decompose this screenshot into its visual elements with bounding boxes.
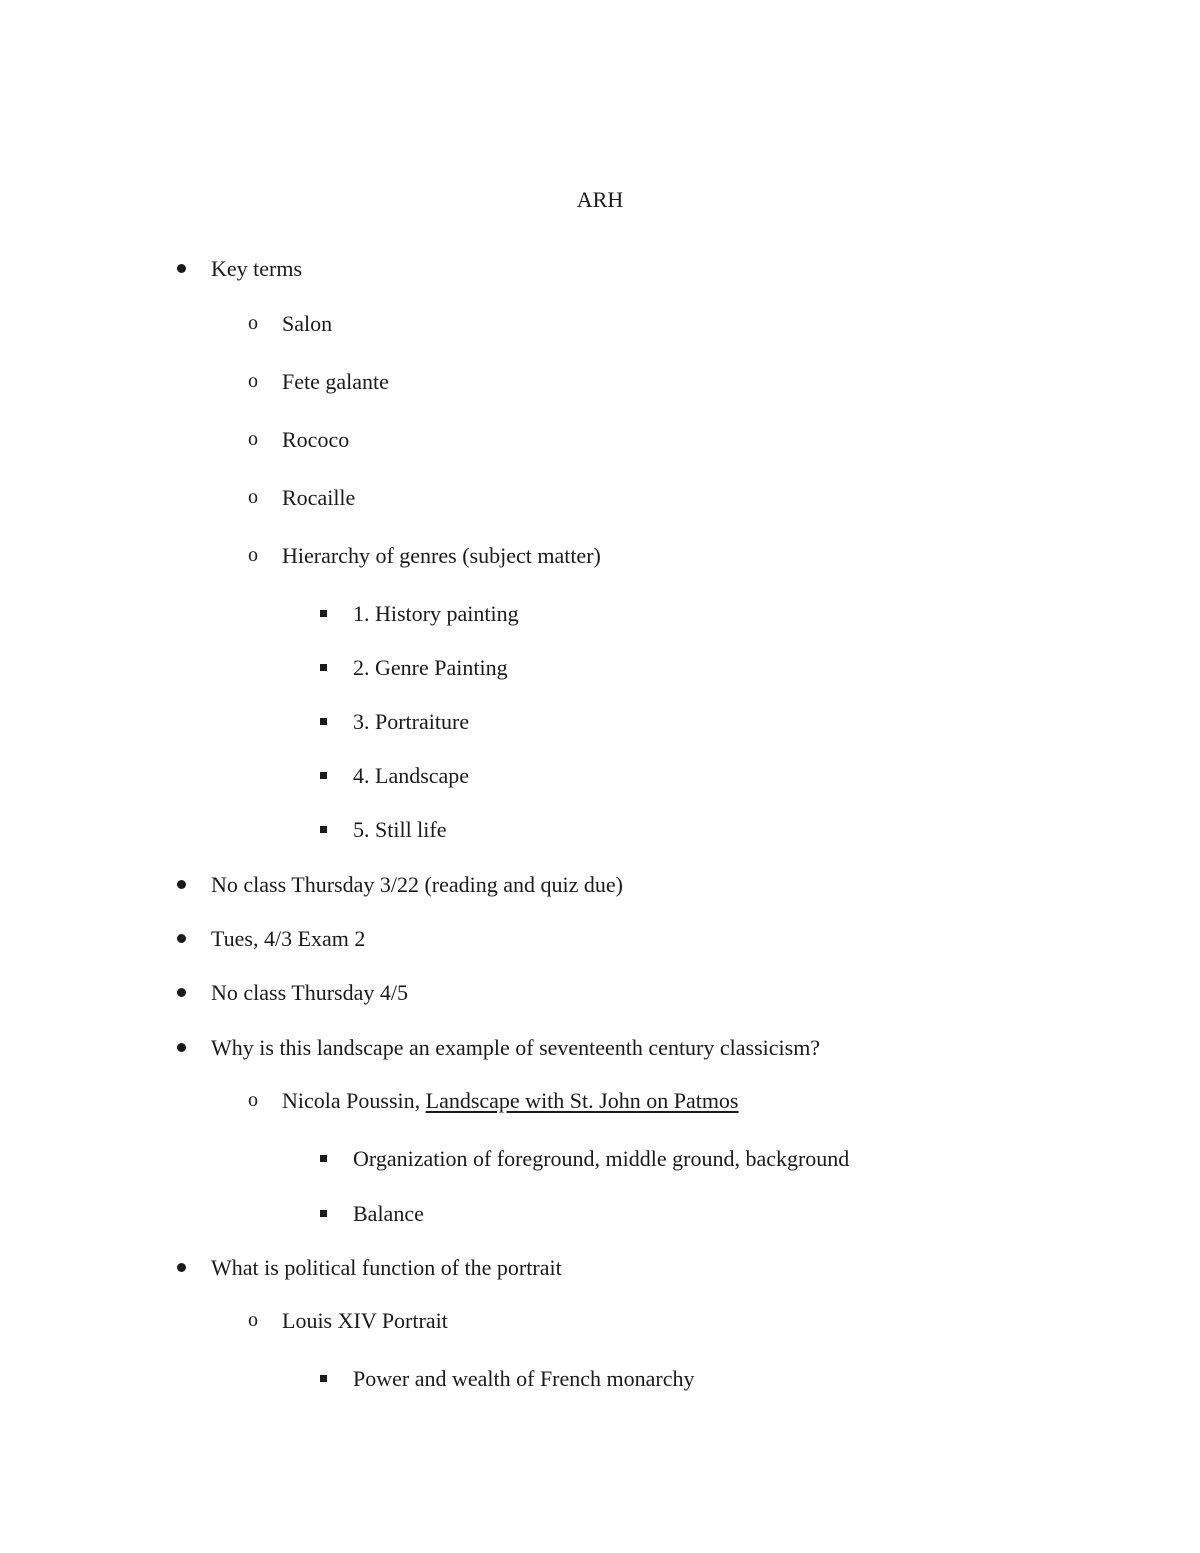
bullet-square-icon — [320, 718, 327, 725]
bullet-square-icon — [320, 664, 327, 671]
bullet-square-icon — [320, 826, 327, 833]
bullet-circle-icon: o — [248, 1309, 258, 1331]
bullet-disc-icon — [177, 934, 186, 943]
list-item: No class Thursday 3/22 (reading and quiz due) — [211, 871, 623, 899]
bullet-disc-icon — [177, 880, 186, 889]
bullet-disc-icon — [177, 1263, 186, 1272]
bullet-circle-icon: o — [248, 1089, 258, 1111]
list-item: 1. History painting — [353, 600, 519, 628]
list-item: o Salon — [248, 311, 333, 336]
list-item: Why is this landscape an example of seventeenth century classicism? — [211, 1034, 820, 1062]
list-item: No class Thursday 4/5 — [211, 979, 408, 1007]
bullet-disc-icon — [177, 988, 186, 997]
bullet-circle-icon: o — [248, 428, 258, 450]
list-item: o Hierarchy of genres (subject matter) — [248, 543, 601, 568]
list-item: Tues, 4/3 Exam 2 — [211, 925, 365, 953]
list-item: Organization of foreground, middle ground, background — [353, 1145, 849, 1173]
bullet-square-icon — [320, 1155, 327, 1162]
list-item: What is political function of the portrait — [211, 1254, 562, 1282]
bullet-circle-icon: o — [248, 544, 258, 566]
list-item: Balance — [353, 1200, 424, 1228]
list-item: o Rococo — [248, 427, 350, 452]
bullet-circle-icon: o — [248, 312, 258, 334]
bullet-square-icon — [320, 772, 327, 779]
bullet-disc-icon — [177, 264, 186, 273]
list-item: 3. Portraiture — [353, 708, 469, 736]
list-item: Power and wealth of French monarchy — [353, 1365, 695, 1393]
list-item: o Rocaille — [248, 485, 356, 510]
list-item: o Nicola Poussin, Landscape with St. John on Patmos — [248, 1088, 739, 1113]
list-item: 5. Still life — [353, 816, 447, 844]
list-item: o Fete galante — [248, 369, 389, 394]
bullet-square-icon — [320, 1210, 327, 1217]
bullet-square-icon — [320, 610, 327, 617]
list-item: 2. Genre Painting — [353, 654, 508, 682]
list-item: o Louis XIV Portrait — [248, 1308, 448, 1333]
artwork-title: Landscape with St. John on Patmos — [425, 1088, 739, 1113]
page-title: ARH — [576, 187, 624, 212]
list-item: 4. Landscape — [353, 762, 469, 790]
bullet-disc-icon — [177, 1043, 186, 1052]
bullet-square-icon — [320, 1375, 327, 1382]
list-item: Key terms — [211, 255, 302, 283]
bullet-circle-icon: o — [248, 486, 258, 508]
bullet-circle-icon: o — [248, 370, 258, 392]
